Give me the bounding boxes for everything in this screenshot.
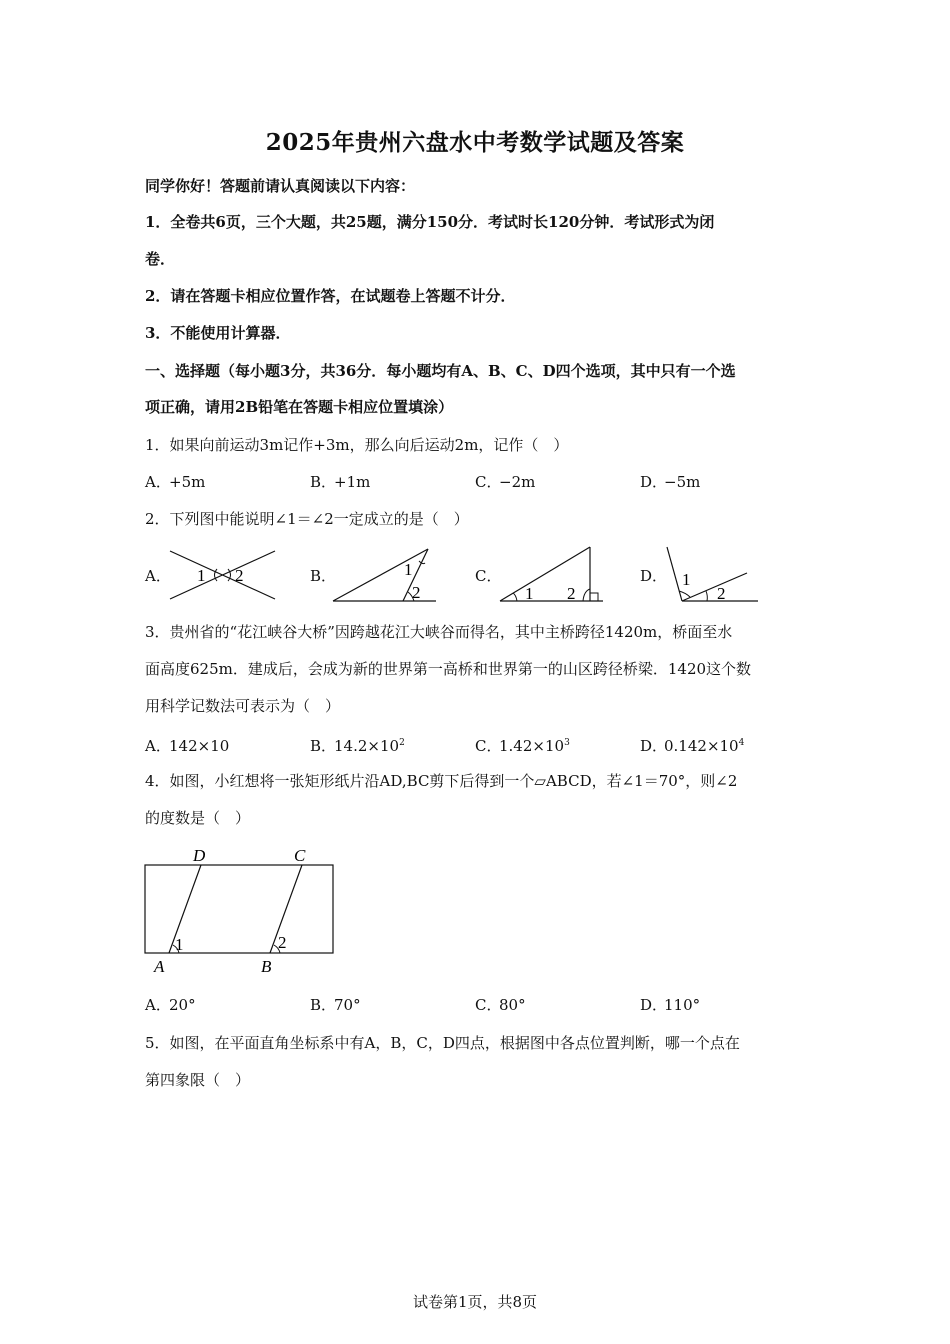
page-title: 2025年贵州六盘水中考数学试题及答案: [265, 129, 685, 156]
question-5-stem: 5．如图，在平面直角坐标系中有A，B，C，D四点，根据图中各点位置判断，哪一个点在: [145, 1034, 740, 1052]
question-5-stem-cont: 第四象限（ ）: [145, 1071, 251, 1089]
question-1-option-d: D．−5m: [640, 473, 701, 491]
question-2-figure-a: [165, 546, 280, 606]
question-1-stem: 1．如果向前运动3m记作+3m，那么向后运动2m，记作（ ）: [145, 436, 569, 454]
question-1-option-b: B．+1m: [310, 473, 371, 491]
question-3-stem-cont-1: 面高度625m．建成后，会成为新的世界第一高桥和世界第一的山区跨径桥梁．1420这个数: [145, 660, 752, 678]
question-4-option-b: B．70°: [310, 996, 361, 1014]
question-2-option-b-letter: B．: [310, 567, 337, 585]
intro-note-1: 1．全卷共6页，三个大题，共25题，满分150分．考试时长120分钟．考试形式为闭: [145, 213, 715, 231]
intro-greeting: 同学你好！答题前请认真阅读以下内容：: [145, 177, 416, 195]
question-3-option-d: D．$0.142\times 10^4$: [640, 737, 745, 755]
question-4-stem-cont: 的度数是（ ）: [145, 809, 251, 827]
question-2-figure-b: [328, 543, 440, 605]
intro-note-2: 2．请在答题卡相应位置作答，在试题卷上答题不计分．: [145, 287, 516, 305]
question-4-option-a: A．20°: [145, 996, 196, 1014]
question-2-option-c-letter: C．: [475, 567, 502, 585]
vertex-label-b: B: [261, 957, 272, 976]
question-4-option-d: D．110°: [640, 996, 701, 1014]
question-2-figure-c: [495, 543, 607, 605]
page-footer: 试卷第1页，共8页: [412, 1293, 538, 1311]
question-3-stem: 3．贵州省的“花江峡谷大桥”因跨越花江大峡谷而得名，其中主桥跨径1420m，桥面至水: [145, 623, 733, 641]
angle-label-2: 2: [717, 584, 726, 603]
angle-label-2: 2: [412, 583, 421, 602]
angle-label-1: 1: [682, 570, 691, 589]
angle-label-2: 2: [278, 933, 287, 952]
angle-label-1: 1: [175, 935, 184, 954]
question-4-stem: 4．如图，小红想将一张矩形纸片沿AD,BC剪下后得到一个▱ABCD，若∠1＝70°，则∠2: [145, 772, 738, 790]
question-1-option-a: A．+5m: [145, 473, 206, 491]
vertex-label-a: A: [154, 957, 165, 976]
angle-label-1: 1: [197, 566, 206, 585]
question-3-option-a: A．142×10: [145, 737, 230, 755]
question-2-option-d-letter: D．: [640, 567, 668, 585]
question-2-option-a-letter: A．: [145, 567, 171, 585]
section-heading-cont: 项正确，请用2B铅笔在答题卡相应位置填涂）: [145, 398, 454, 416]
vertex-label-d: D: [193, 846, 206, 865]
question-2-stem: 2．下列图中能说明∠1＝∠2一定成立的是（ ）: [145, 510, 469, 528]
intro-note-1-cont: 卷．: [145, 250, 176, 268]
question-4-figure: [140, 844, 340, 976]
section-heading: 一、选择题（每小题3分，共36分．每小题均有A、B、C、D四个选项，其中只有一个选: [145, 362, 736, 380]
angle-label-2: 2: [235, 566, 244, 585]
angle-label-2: 2: [567, 584, 576, 603]
intro-note-3: 3．不能使用计算器．: [145, 324, 291, 342]
angle-label-1: 1: [404, 560, 413, 579]
question-2-figure-d: [662, 543, 762, 605]
question-3-stem-cont-2: 用科学记数法可表示为（ ）: [145, 697, 341, 715]
vertex-label-c: C: [294, 846, 306, 865]
question-4-option-c: C．80°: [475, 996, 526, 1014]
question-3-option-c: C．$1.42\times 10^3$: [475, 737, 570, 755]
angle-label-1: 1: [525, 584, 534, 603]
question-3-option-b: B．$14.2\times 10^2$: [310, 737, 405, 755]
question-1-option-c: C．−2m: [475, 473, 536, 491]
